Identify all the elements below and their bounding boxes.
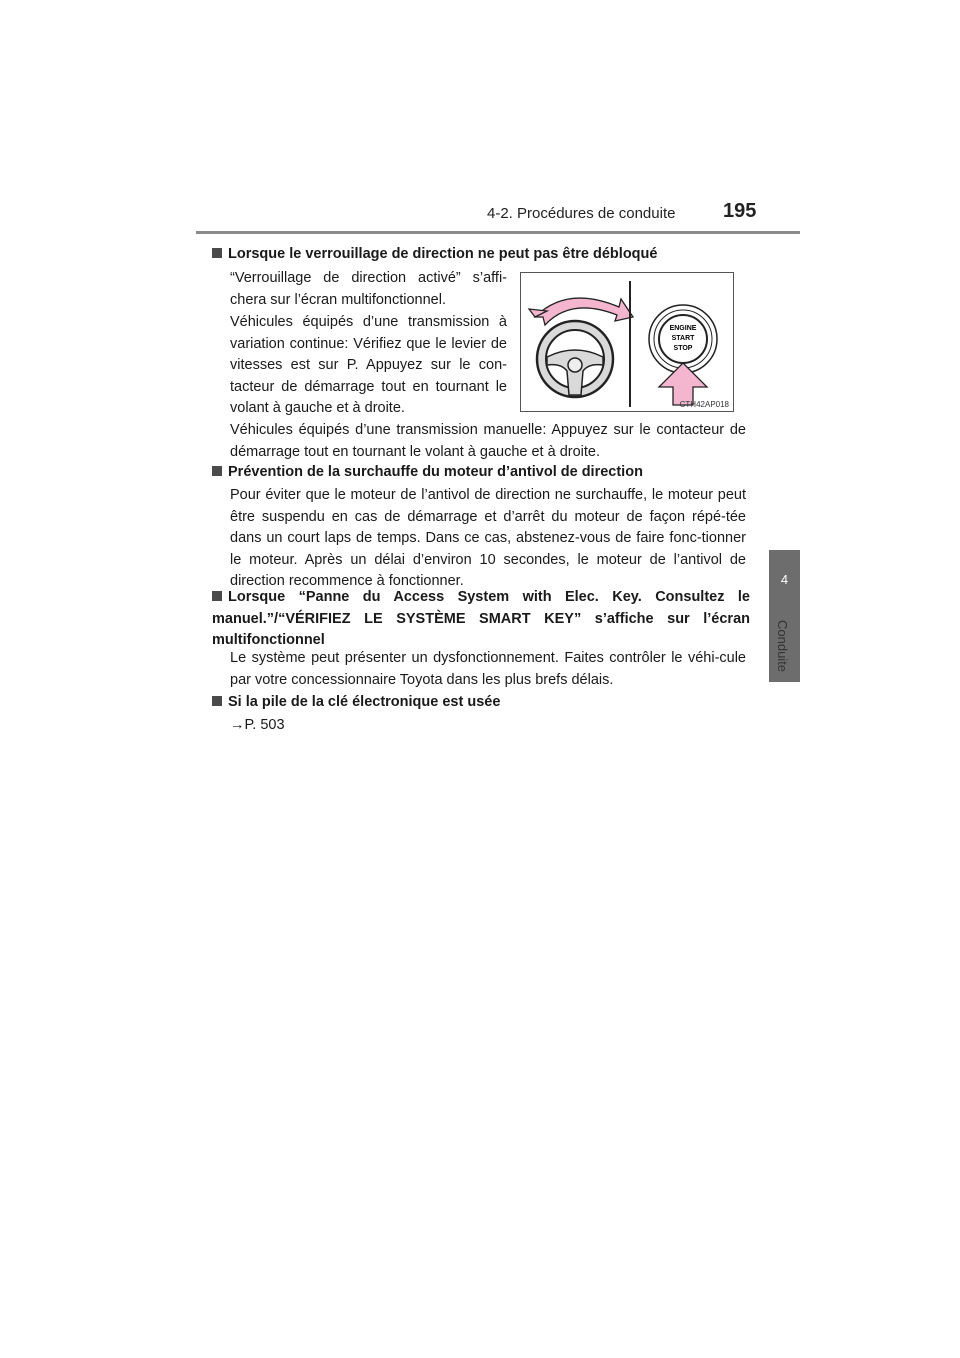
- button-label-stop: STOP: [673, 345, 693, 352]
- figure-code: CTH42AP018: [679, 400, 729, 409]
- paragraph: Pour éviter que le moteur de l’antivol de direction ne surchauffe, le moteur peut être suspendu en cas de démarrage et d’arrêt du moteur de façon répé-tée dans un court laps de temps. Dans ce cas, abstenez-vous de faire fonc-tionner le moteur. Après un délai d’environ 10 secondes, le moteur de l’antivol de direction recommence à fonctionner.: [230, 487, 746, 589]
- paragraph: Véhicules équipés d’une transmission à variation continue: Vérifiez que le levier de vitesses est sur P. Appuyez sur le con-tacteur de démarrage tout en tournant le volant à gauche et à droite.: [230, 314, 507, 416]
- section-heading-key-battery: Si la pile de la clé électronique est usée: [212, 692, 500, 713]
- section-heading-smart-key-warning: Lorsque “Panne du Access System with Elec. Key. Consultez le manuel.”/“VÉRIFIEZ LE SYSTÈME SMART KEY” s’affiche sur l’écran multifonctionnel: [212, 589, 750, 648]
- header-rule: [196, 231, 800, 234]
- chapter-number: 4: [780, 572, 789, 587]
- paragraph: Le système peut présenter un dysfonctionnement. Faites contrôler le véhi-cule par votre concessionnaire Toyota dans les plus brefs délais.: [230, 650, 746, 688]
- bullet-square-icon: [212, 696, 222, 706]
- illustration-steering-wheel-and-start-button: [520, 272, 734, 412]
- bullet-square-icon: [212, 248, 222, 258]
- chapter-label: Conduite: [775, 620, 790, 673]
- button-label-start: START: [671, 335, 695, 342]
- section-heading-motor-overheat: Prévention de la surchauffe du moteur d’antivol de direction: [212, 462, 643, 483]
- page-number: 195: [723, 200, 757, 222]
- illustration-svg: [521, 273, 733, 411]
- bullet-square-icon: [212, 591, 222, 601]
- bullet-square-icon: [212, 466, 222, 476]
- page-reference: →P. 503: [230, 717, 285, 733]
- section-heading-steering-lock: Lorsque le verrouillage de direction ne peut pas être débloqué: [212, 244, 657, 265]
- paragraph: Véhicules équipés d’une transmission manuelle: Appuyez sur le contacteur de démarrage tout en tournant le volant à gauche et à droite.: [230, 422, 746, 460]
- button-label-engine: ENGINE: [669, 325, 697, 332]
- paragraph: “Verrouillage de direction activé” s’affi-chera sur l’écran multifonctionnel.: [230, 270, 507, 308]
- section-title: 4-2. Procédures de conduite: [487, 205, 676, 222]
